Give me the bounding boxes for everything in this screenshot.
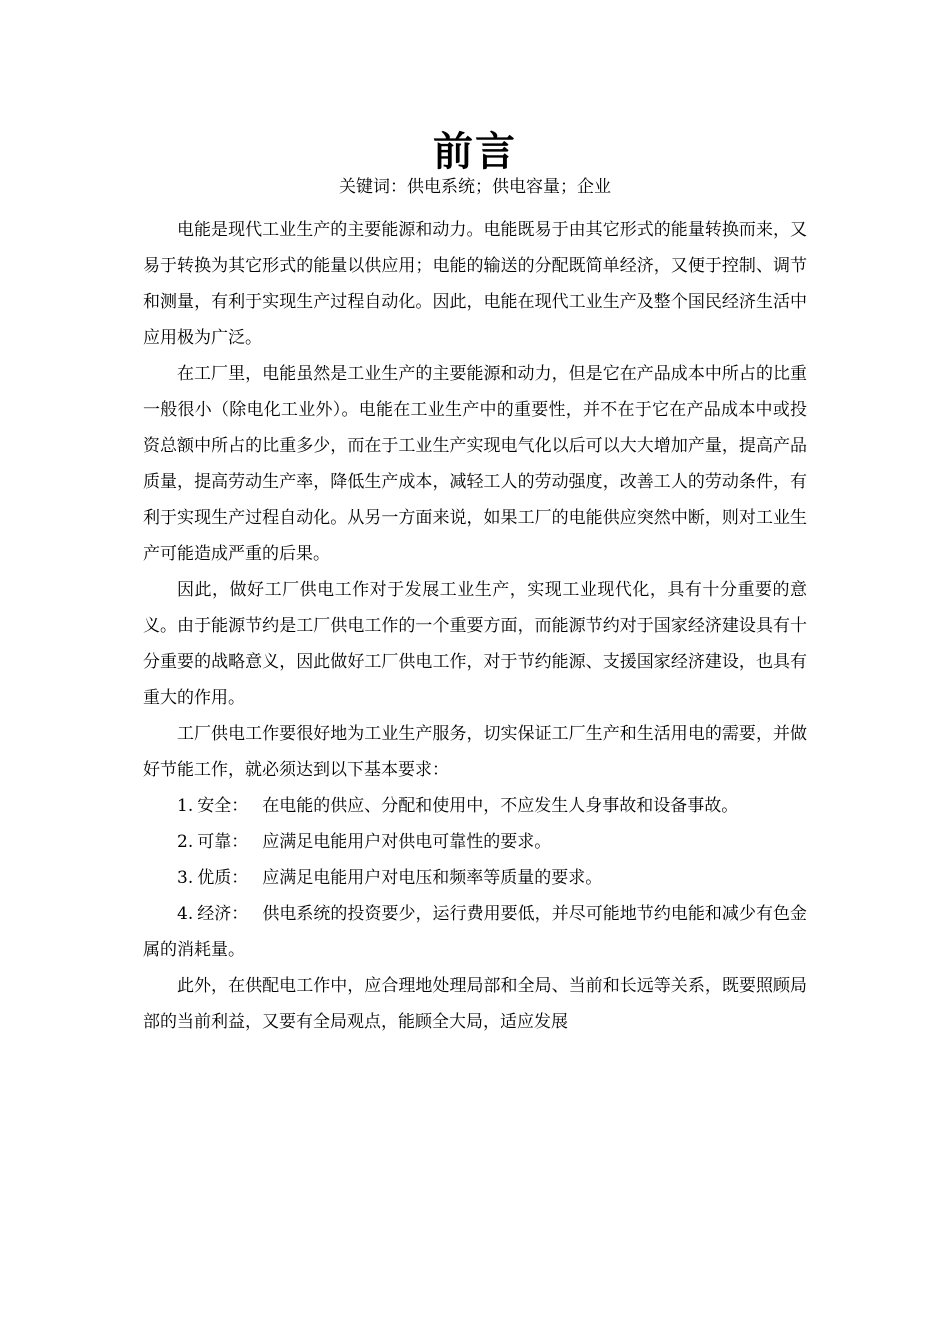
document-body bbox=[143, 212, 807, 1040]
requirement-number: 1. bbox=[177, 796, 194, 816]
requirement-item bbox=[143, 824, 807, 860]
requirement-label: 可靠： bbox=[197, 832, 249, 852]
requirement-label: 安全： bbox=[197, 796, 249, 816]
requirement-text: 供电系统的投资要少，运行费用要低，并尽可能地节约电能和减少有色金属的消耗量。 bbox=[143, 904, 808, 960]
requirement-label: 优质： bbox=[197, 868, 249, 888]
paragraph: 在工厂里，电能虽然是工业生产的主要能源和动力，但是它在产品成本中所占的比重一般很小（除电化工业外）。电能在工业生产中的重要性，并不在于它在产品成本中或投资总额中所占的比重多少，而在于工业生产实现电气化以后可以大大增加产量，提高产品质量，提高劳动生产率，降低生产成本，减轻工人的劳动强度，改善工人的劳动条件，有利于实现生产过程自动化。从另一方面来说，如果工厂的电能供应突然中断，则对工业生产可能造成严重的后果。 bbox=[143, 364, 807, 564]
requirement-number: 3. bbox=[177, 868, 194, 888]
requirement-item bbox=[143, 860, 807, 896]
keywords-line: 关键词：供电系统；供电容量；企业 bbox=[339, 177, 611, 197]
requirement-number: 4. bbox=[177, 904, 194, 924]
paragraph: 工厂供电工作要很好地为工业生产服务，切实保证工厂生产和生活用电的需要，并做好节能工作，就必须达到以下基本要求： bbox=[143, 724, 807, 780]
closing-paragraph: 此外，在供配电工作中，应合理地处理局部和全局、当前和长远等关系，既要照顾局部的当前利益，又要有全局观点，能顾全大局，适应发展 bbox=[143, 976, 807, 1032]
requirement-item bbox=[143, 788, 807, 824]
requirement-item bbox=[143, 896, 807, 968]
paragraph: 因此，做好工厂供电工作对于发展工业生产，实现工业现代化，具有十分重要的意义。由于能源节约是工厂供电工作的一个重要方面，而能源节约对于国家经济建设具有十分重要的战略意义，因此做好工厂供电工作，对于节约能源、支援国家经济建设，也具有重大的作用。 bbox=[143, 580, 807, 708]
requirement-text: 应满足电能用户对供电可靠性的要求。 bbox=[262, 832, 552, 852]
page-title: 前言 bbox=[433, 129, 517, 175]
requirement-text: 应满足电能用户对电压和频率等质量的要求。 bbox=[262, 868, 603, 888]
requirement-label: 经济： bbox=[197, 904, 249, 924]
requirement-text: 在电能的供应、分配和使用中，不应发生人身事故和设备事故。 bbox=[262, 796, 739, 816]
paragraph: 电能是现代工业生产的主要能源和动力。电能既易于由其它形式的能量转换而来，又易于转换为其它形式的能量以供应用；电能的输送的分配既简单经济，又便于控制、调节和测量，有利于实现生产过程自动化。因此，电能在现代工业生产及整个国民经济生活中应用极为广泛。 bbox=[143, 220, 807, 348]
requirement-number: 2. bbox=[177, 832, 194, 852]
